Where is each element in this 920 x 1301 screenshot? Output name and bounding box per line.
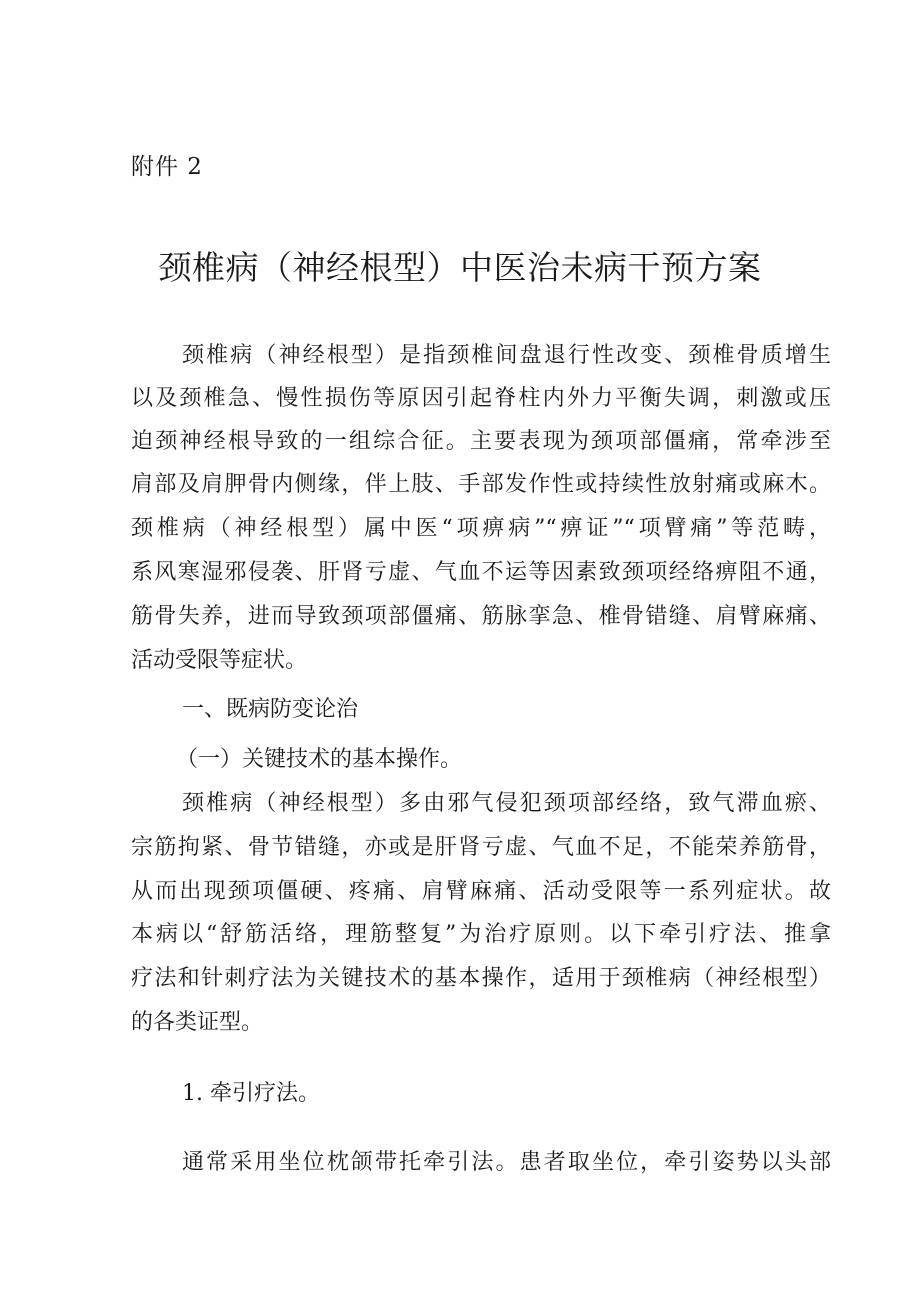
intro-line-4: 肩部及肩胛骨内侧缘，伴上肢、手部发作性或持续性放射痛或麻木。 [131, 472, 831, 497]
intro-line-2: 以及颈椎急、慢性损伤等原因引起脊柱内外力平衡失调，刺激或压 [131, 386, 831, 411]
section-body-line-5: 疗法和针刺疗法为关键技术的基本操作，适用于颈椎病（神经根型） [131, 966, 831, 991]
item-heading-1: 1. 牵引疗法。 [182, 1081, 320, 1106]
item-1-body-line-1: 通常采用坐位枕颌带托牵引法。患者取坐位，牵引姿势以头部 [182, 1150, 831, 1175]
intro-line-6: 系风寒湿邪侵袭、肝肾亏虚、气血不运等因素致颈项经络痹阻不通， [131, 560, 831, 585]
section-heading-1: 一、既病防变论治 [182, 697, 359, 722]
intro-line-7: 筋骨失养，进而导致颈项部僵痛、筋脉挛急、椎骨错缝、肩臂麻痛、 [131, 604, 831, 629]
section-body-line-6: 的各类证型。 [131, 1010, 264, 1035]
attachment-label: 附件 2 [131, 154, 203, 180]
intro-line-8: 活动受限等症状。 [131, 648, 308, 673]
intro-line-3: 迫颈神经根导致的一组综合征。主要表现为颈项部僵痛，常牵涉至 [131, 429, 831, 454]
section-body-line-4: 本病以“舒筋活络，理筋整复”为治疗原则。以下牵引疗法、推拿 [131, 922, 831, 947]
subsection-heading-1: （一）关键技术的基本操作。 [176, 747, 463, 772]
section-body-line-2: 宗筋拘紧、骨节错缝，亦或是肝肾亏虚、气血不足，不能荣养筋骨， [131, 835, 831, 860]
intro-line-1: 颈椎病（神经根型）是指颈椎间盘退行性改变、颈椎骨质增生 [182, 343, 831, 368]
section-body-line-3: 从而出现颈项僵硬、疼痛、肩臂麻痛、活动受限等一系列症状。故 [131, 879, 831, 904]
section-body-line-1: 颈椎病（神经根型）多由邪气侵犯颈项部经络，致气滞血瘀、 [182, 791, 831, 816]
intro-line-5: 颈椎病（神经根型）属中医“项痹病”“痹证”“项臂痛”等范畴， [131, 516, 831, 541]
document-title: 颈椎病（神经根型）中医治未病干预方案 [158, 248, 762, 287]
